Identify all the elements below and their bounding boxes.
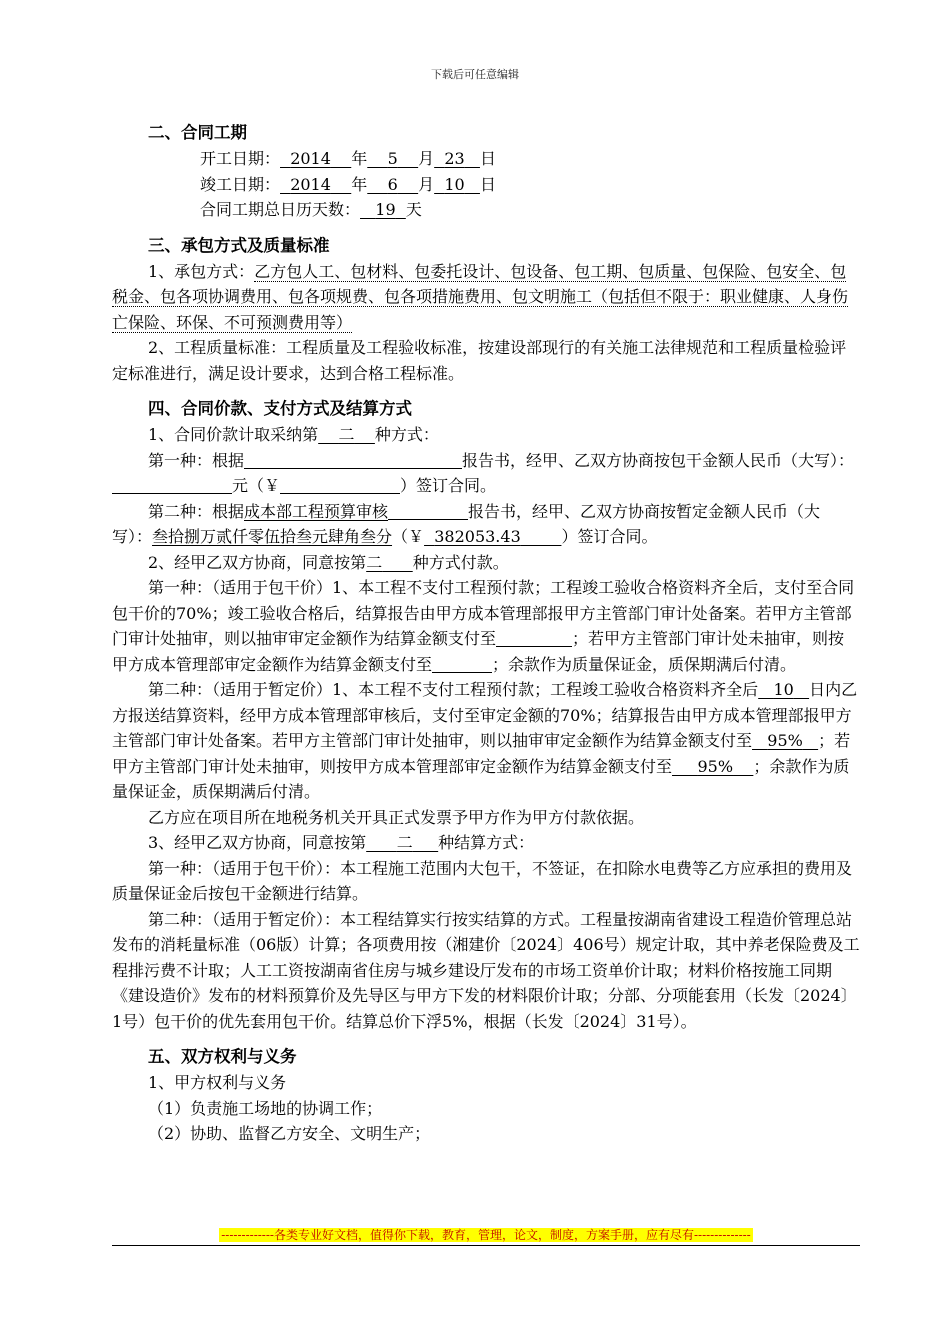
end-date-label: 竣工日期： — [200, 174, 281, 194]
price-option-1: 第一种：根据 报告书，经甲、乙双方协商按包干金额人民币（大写）：元（￥ ）签订合同。 — [112, 448, 860, 499]
payment-option-1: 第一种：（适用于包干价）1、本工程不支付工程预付款；工程竣工验收合格资料齐全后，支付至合同包干价的70%；竣工验收合格后，结算报告由甲方成本管理部报甲方主管部门审计处备案。若甲方主管部门审计处抽审，则以抽审审定金额作为结算金额支付至 ；若甲方主管部门审计处未抽审，则按甲方成本管理部审定金额作为结算金额支付至 ；余款作为质量保证金，质保期满后付清。 — [112, 578, 855, 674]
end-date-line — [112, 172, 860, 198]
amount-in-figures: 382053.43 — [434, 527, 521, 546]
payment-percent-1: 95% — [767, 731, 803, 750]
amount-words-blank — [112, 475, 232, 494]
payment-method-choice: 二 — [366, 552, 383, 572]
invoice-paragraph: 乙方应在项目所在地税务机关开具正式发票予甲方作为甲方付款依据。 — [148, 807, 645, 827]
payment-percent-2: 95% — [697, 756, 734, 776]
page-footer — [112, 1226, 860, 1244]
price-method-line: 1、合同价款计取采纳第 二 种方式： — [148, 425, 439, 444]
total-days-label: 合同工期总日历天数： — [200, 200, 361, 219]
report-blank — [244, 450, 462, 469]
month-label: 月 — [418, 149, 435, 168]
total-days-line — [112, 197, 860, 223]
party-a-duty-1: （1）负责施工场地的协调工作； — [148, 1098, 383, 1118]
end-year: 2014 — [290, 174, 331, 194]
month-label: 月 — [418, 174, 435, 194]
report-underline — [388, 501, 468, 520]
settlement-option-2: 第二种：（适用于暂定价）：本工程结算实行按实结算的方式。工程量按湖南省建设工程造价管理总站发布的消耗量标准（06版）计算；各项费用按（湘建价〔2024〕406号）规定计取，其中养老保险费及工程排污费不计取；人工工资按湖南省住房与城乡建设厅发布的市场工资单价计取；材料价格按施工同期《建设造价》发布的材料预算价及先导区与甲方下发的材料限价计取；分部、分项能套用（长发〔2024〕1号）包干价的优先套用包干价。结算总价下浮5%，根据（长发〔2024〕31号）。 — [112, 909, 860, 1031]
document-body — [112, 120, 860, 1147]
end-month: 6 — [387, 174, 398, 194]
days-unit: 天 — [405, 200, 422, 219]
settlement-method-choice: 二 — [396, 833, 413, 852]
start-month: 5 — [387, 149, 398, 168]
section-2-title: 二、合同工期 — [148, 123, 247, 142]
section-3-title: 三、承包方式及质量标准 — [148, 235, 330, 255]
footer-rule — [112, 1245, 860, 1246]
contract-mode-label: 1、承包方式： — [148, 261, 255, 281]
section-4-title: 四、合同价款、支付方式及结算方式 — [148, 399, 412, 418]
amount-in-words: 叁拾捌万贰仟零伍拾叁元肆角叁分 — [152, 527, 393, 546]
payment-option-2: 第二种：（适用于暂定价）1、本工程不支付工程预付款；工程竣工验收合格资料齐全后 10 日内乙方报送结算资料，经甲方成本管理部审核后，支付至审定金额的70%；结算报告由甲方成本管理部报甲方主管部门审计处备案。若甲方主管部门审计处抽审，则以抽审审定金额作为结算金额支付至 95% ；若甲方主管部门审计处未抽审，则按甲方成本管理部审定金额作为结算金额支付至 95% ；余款作为质量保证金，质保期满后付清。 — [112, 680, 858, 801]
price-method-choice: 二 — [338, 425, 355, 444]
total-days-value: 19 — [375, 200, 396, 219]
start-date-line — [112, 146, 860, 172]
footer-banner: -------------各类专业好文档，值得你下载，教育，管理，论文，制度，方案手册，应有尽有-------------- — [221, 1228, 751, 1242]
payment-blank-1 — [496, 628, 572, 647]
contract-mode-paragraph — [112, 259, 860, 336]
start-year: 2014 — [290, 149, 331, 168]
day-label: 日 — [479, 174, 496, 194]
party-a-duty-2: （2）协助、监督乙方安全、文明生产； — [148, 1124, 431, 1143]
payment-method-line: 2、经甲乙双方协商，同意按第二 种方式付款。 — [148, 552, 509, 572]
page-header: 下载后可任意编辑 — [431, 68, 519, 81]
contract-mode-text: 乙方包人工、包材料、包委托设计、包设备、包工期、包质量、包保险、包安全、包税金、包各项协调费用、包各项规费、包各项措施费用、包文明施工（包括但不限于：职业健康、人身伤亡保险、环保、不可预测费用等） — [112, 261, 849, 332]
quality-standard-paragraph: 2、工程质量标准：工程质量及工程验收标准，按建设部现行的有关施工法律规范和工程质量检验评定标准进行，满足设计要求，达到合格工程标准。 — [112, 338, 847, 383]
settlement-option-1: 第一种：（适用于包干价）：本工程施工范围内大包干，不签证，在扣除水电费等乙方应承担的费用及质量保证金后按包干金额进行结算。 — [112, 858, 853, 903]
section-5-title: 五、双方权利与义务 — [148, 1047, 297, 1066]
payment-blank-2 — [432, 654, 492, 673]
year-label: 年 — [351, 149, 368, 168]
report-name: 成本部工程预算审核 — [244, 501, 389, 521]
year-label: 年 — [351, 174, 368, 194]
day-label: 日 — [479, 149, 496, 168]
settlement-method-line: 3、经甲乙双方协商，同意按第 二 种结算方式： — [148, 833, 535, 852]
start-date-label: 开工日期： — [200, 149, 281, 168]
start-day: 23 — [444, 149, 465, 168]
end-day: 10 — [444, 174, 465, 194]
submit-days: 10 — [773, 680, 794, 699]
price-option-2: 第二种：根据成本部工程预算审核 报告书，经甲、乙双方协商按暂定金额人民币（大写）：叁拾捌万贰仟零伍拾叁元肆角叁分（￥ 382053.43 ）签订合同。 — [112, 501, 821, 546]
party-a-rights-title: 1、甲方权利与义务 — [148, 1073, 287, 1092]
amount-number-blank — [280, 475, 400, 494]
